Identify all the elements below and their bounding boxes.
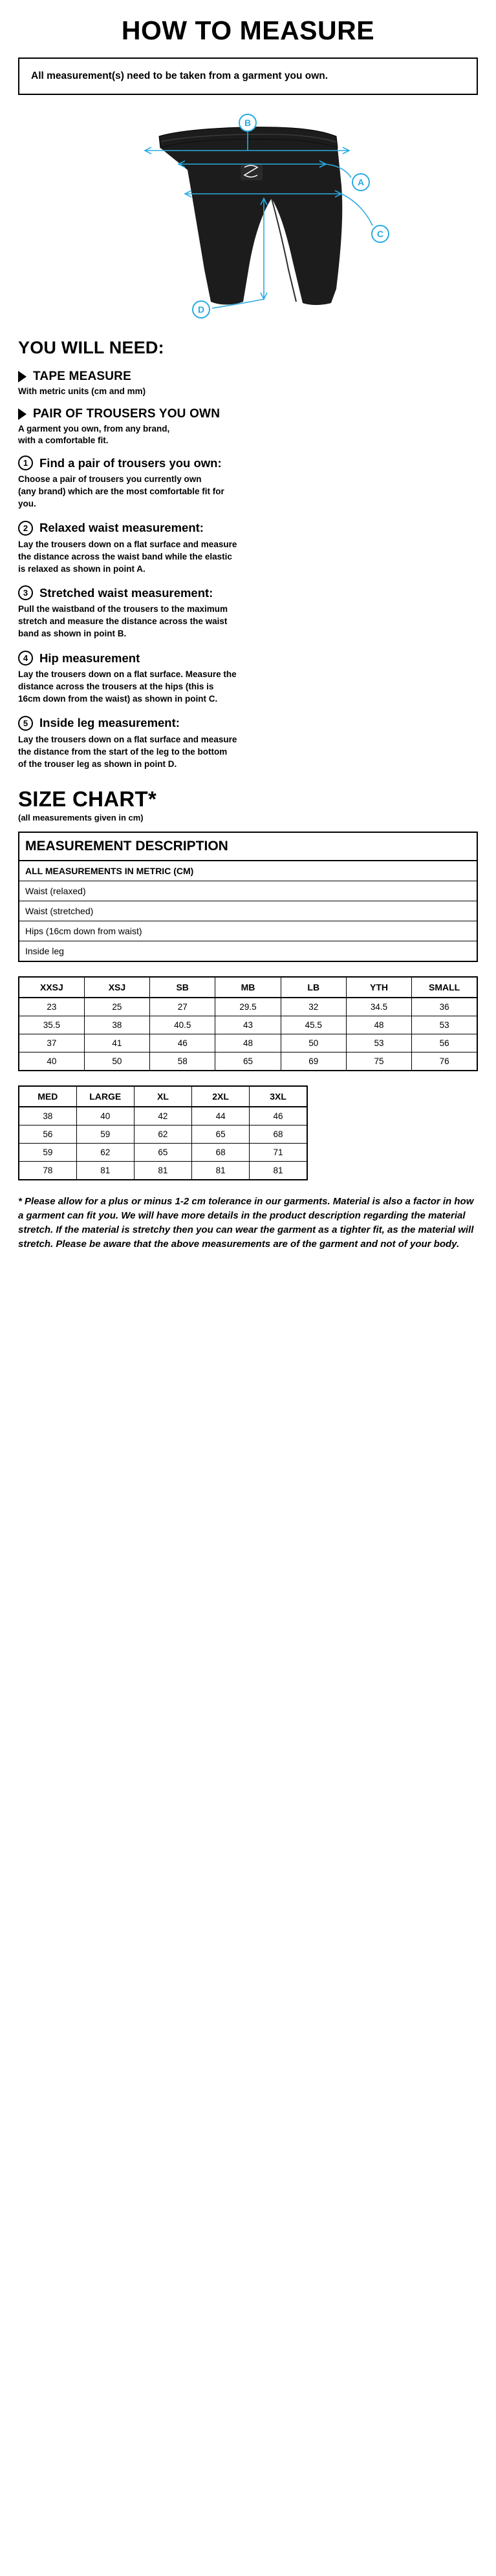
size-cell: 65 [134, 1144, 191, 1162]
size-cell: 53 [412, 1016, 477, 1034]
table-header-row [19, 977, 477, 998]
size-cell: 38 [19, 1107, 76, 1126]
measurement-diagram [18, 108, 478, 321]
size-cell: 78 [19, 1162, 76, 1180]
step-5 [18, 716, 478, 771]
size-cell: 50 [84, 1052, 149, 1071]
size-header: 2XL [192, 1086, 250, 1107]
page-title: HOW TO MEASURE [121, 16, 375, 45]
size-header: LARGE [76, 1086, 134, 1107]
size-cell: 48 [346, 1016, 411, 1034]
size-cell: 34.5 [346, 998, 411, 1016]
size-cell: 38 [84, 1016, 149, 1034]
size-cell: 65 [192, 1126, 250, 1144]
size-cell: 62 [134, 1126, 191, 1144]
table-row [19, 1016, 477, 1034]
size-cell: 43 [215, 1016, 281, 1034]
footnote-text: * Please allow for a plus or minus 1-2 cm tolerance in our garments. Material is also a factor in how a garment can fit you. We will have more details in the product description regarding the material stretch. If the material is stretchy then you can wear the garment as a tighter fit, as the material will stretch. Please be aware that the above measurements are of the garment and not of your body. [18, 1196, 474, 1250]
size-cell: 58 [150, 1052, 215, 1071]
size-cell: 42 [134, 1107, 191, 1126]
table-row [19, 861, 477, 881]
table-row [19, 1162, 307, 1180]
size-cell: 50 [281, 1034, 346, 1052]
size-header: YTH [346, 977, 411, 998]
size-cell: 81 [134, 1162, 191, 1180]
need-item-tape-measure [18, 370, 478, 397]
size-cell: 40 [19, 1052, 84, 1071]
size-cell: 41 [84, 1034, 149, 1052]
size-cell: 81 [192, 1162, 250, 1180]
table-row [19, 881, 477, 901]
step-body: Choose a pair of trousers you currently own (any brand) which are the most comfortable fit for you. [18, 474, 224, 508]
size-cell: 56 [19, 1126, 76, 1144]
size-cell: 36 [412, 998, 477, 1016]
size-cell: 68 [192, 1144, 250, 1162]
size-cell: 27 [150, 998, 215, 1016]
table-row [19, 901, 477, 921]
desc-row-label: Waist (stretched) [19, 901, 477, 921]
table-row [19, 1034, 477, 1052]
table-row [19, 1052, 477, 1071]
size-cell: 81 [250, 1162, 307, 1180]
size-cell: 23 [19, 998, 84, 1016]
size-cell: 48 [215, 1034, 281, 1052]
size-header: SB [150, 977, 215, 998]
size-cell: 25 [84, 998, 149, 1016]
size-cell: 53 [346, 1034, 411, 1052]
step-number-badge: 4 [18, 651, 33, 665]
size-header: XL [134, 1086, 191, 1107]
need-item-trousers [18, 407, 478, 446]
size-cell: 29.5 [215, 998, 281, 1016]
step-1 [18, 456, 478, 510]
size-cell: 68 [250, 1126, 307, 1144]
label-b-text: B [244, 118, 252, 129]
desc-table-subheading: ALL MEASUREMENTS IN METRIC (CM) [19, 861, 477, 881]
size-cell: 40 [76, 1107, 134, 1126]
table-row [19, 832, 477, 861]
size-cell: 81 [76, 1162, 134, 1180]
need-item-label: TAPE MEASURE [33, 370, 131, 384]
size-cell: 56 [412, 1034, 477, 1052]
size-table-adult [18, 1085, 308, 1180]
need-item-label: PAIR OF TROUSERS YOU OWN [33, 406, 221, 421]
table-row [19, 1126, 307, 1144]
size-header: MED [19, 1086, 76, 1107]
desc-row-label: Hips (16cm down from waist) [19, 921, 477, 941]
step-body: Pull the waistband of the trousers to the maximum stretch and measure the distance across the waist band as shown in point B. [18, 604, 228, 639]
step-number-badge: 3 [18, 585, 33, 600]
step-title: Inside leg measurement: [39, 716, 180, 730]
size-header: XXSJ [19, 977, 84, 998]
table-row [19, 921, 477, 941]
size-cell: 46 [150, 1034, 215, 1052]
step-title: Relaxed waist measurement: [39, 521, 204, 535]
size-table-junior [18, 976, 478, 1071]
size-header: LB [281, 977, 346, 998]
size-cell: 37 [19, 1034, 84, 1052]
measurement-description-table [18, 832, 478, 962]
size-header: XSJ [84, 977, 149, 998]
label-d-text: D [197, 304, 205, 315]
size-header: MB [215, 977, 281, 998]
table-row [19, 1107, 307, 1126]
you-will-need-title: YOU WILL NEED: [18, 338, 164, 358]
intro-note [18, 58, 478, 95]
size-cell: 59 [76, 1126, 134, 1144]
triangle-bullet-icon [18, 371, 27, 382]
size-cell: 75 [346, 1052, 411, 1071]
step-3 [18, 585, 478, 640]
step-title: Hip measurement [39, 651, 140, 665]
step-body: Lay the trousers down on a flat surface. Measure the distance across the trousers at the hips (this is 16cm down from the waist) as shown in point C. [18, 669, 237, 704]
step-number-badge: 5 [18, 716, 33, 731]
label-a-text: A [357, 177, 365, 188]
step-number-badge: 1 [18, 456, 33, 470]
size-cell: 32 [281, 998, 346, 1016]
table-row [19, 1144, 307, 1162]
page-root [0, 0, 496, 1277]
size-cell: 46 [250, 1107, 307, 1126]
need-item-desc: A garment you own, from any brand, with a comfortable fit. [18, 423, 170, 445]
size-header: 3XL [250, 1086, 307, 1107]
step-2 [18, 521, 478, 576]
size-cell: 40.5 [150, 1016, 215, 1034]
desc-row-label: Waist (relaxed) [19, 881, 477, 901]
step-body: Lay the trousers down on a flat surface and measure the distance from the start of the leg to the bottom of the trouser leg as shown in point D. [18, 734, 237, 769]
size-cell: 44 [192, 1107, 250, 1126]
desc-row-label: Inside leg [19, 941, 477, 962]
size-cell: 76 [412, 1052, 477, 1071]
step-title: Stretched waist measurement: [39, 585, 213, 600]
trousers-illustration [159, 127, 342, 305]
size-cell: 69 [281, 1052, 346, 1071]
size-cell: 65 [215, 1052, 281, 1071]
triangle-bullet-icon [18, 408, 27, 420]
step-4 [18, 651, 478, 706]
size-chart-subtitle: (all measurements given in cm) [18, 813, 144, 823]
table-header-row [19, 1086, 307, 1107]
size-cell: 35.5 [19, 1016, 84, 1034]
intro-note-text: All measurement(s) need to be taken from a garment you own. [31, 70, 329, 81]
size-chart-title: SIZE CHART* [18, 787, 157, 812]
size-cell: 62 [76, 1144, 134, 1162]
label-c-text: C [376, 229, 384, 240]
size-cell: 59 [19, 1144, 76, 1162]
brand-logo [241, 163, 263, 180]
step-title: Find a pair of trousers you own: [39, 456, 222, 470]
diagram-svg [18, 108, 478, 321]
table-row [19, 998, 477, 1016]
need-item-desc: With metric units (cm and mm) [18, 386, 146, 397]
size-cell: 71 [250, 1144, 307, 1162]
step-number-badge: 2 [18, 521, 33, 536]
desc-table-heading: MEASUREMENT DESCRIPTION [19, 832, 477, 861]
size-cell: 45.5 [281, 1016, 346, 1034]
size-header: SMALL [412, 977, 477, 998]
step-body: Lay the trousers down on a flat surface and measure the distance across the waist band while the elastic is relaxed as shown in point A. [18, 539, 237, 574]
table-row [19, 941, 477, 962]
